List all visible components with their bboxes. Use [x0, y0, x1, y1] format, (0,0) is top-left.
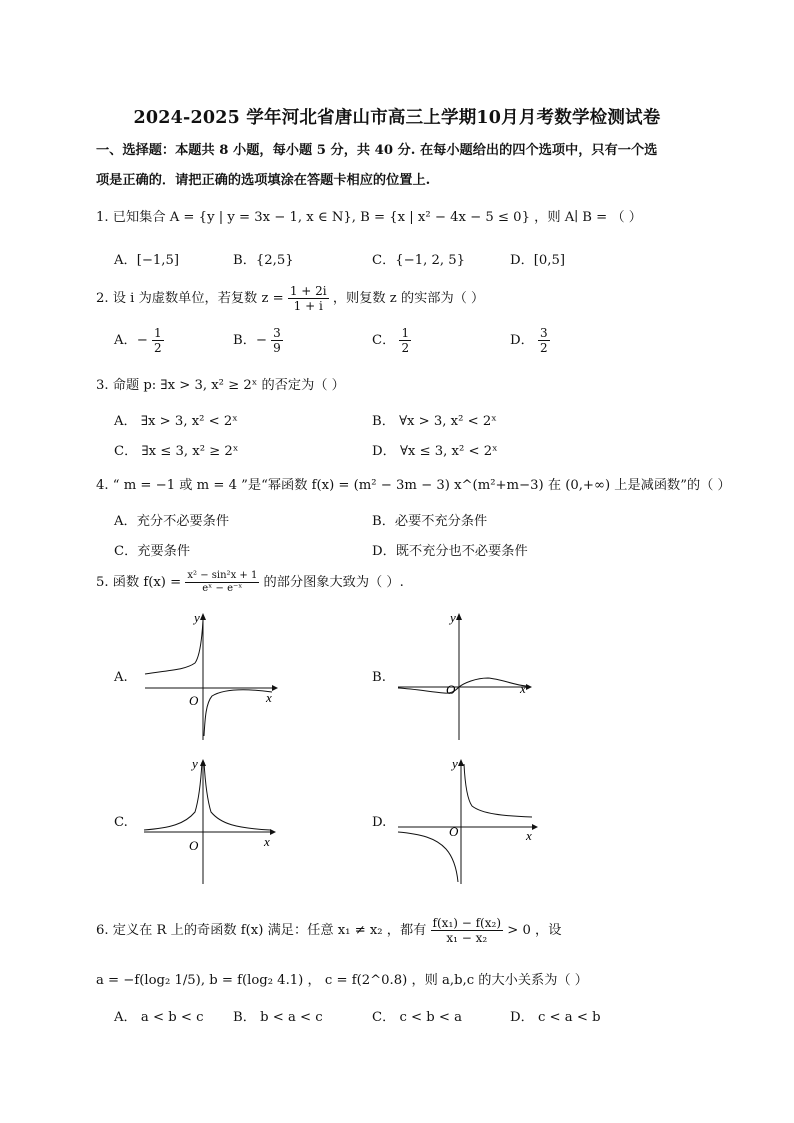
q2-option-c-label: C．: [372, 333, 396, 348]
q3-option-d: D． ∀x ≤ 3, x² < 2ˣ: [372, 444, 498, 459]
q4-option-b: B．必要不充分条件: [372, 514, 488, 529]
graph-a-y-arrow: [200, 613, 206, 620]
q2-option-b-sign: −: [255, 333, 267, 348]
q1-option-c: C．{−1, 2, 5}: [372, 253, 466, 268]
q2-option-c-num: 1: [401, 326, 410, 340]
graph-a-y-label: y: [194, 610, 200, 625]
graph-d-y-arrow: [458, 759, 464, 766]
q2-option-b-den: 9: [273, 341, 281, 355]
graph-a-curve-right: [204, 690, 272, 736]
q2-option-d-num: 3: [539, 326, 548, 340]
question-6-line2: a = −f(log₂ 1/5), b = f(log₂ 4.1) ， c = f(2^0.8) ，则 a,b,c 的大小关系为（ ）: [96, 973, 588, 988]
q4-option-d: D．既不充分也不必要条件: [372, 544, 528, 559]
graph-c-y-label: y: [192, 756, 198, 771]
q6-option-d: D． c < a < b: [510, 1010, 601, 1025]
q1-option-d: D．[0,5]: [510, 253, 566, 268]
graph-b-y-arrow: [456, 613, 462, 620]
q2-option-a-frac: [152, 326, 164, 355]
question-2-stem: [96, 284, 484, 313]
q5-stem-post: 的部分图象大致为（ ）.: [263, 575, 404, 590]
section-heading-line1: 一、选择题：本题共 8 小题，每小题 5 分，共 40 分. 在每小题给出的四个选项中，只有一个选: [96, 143, 658, 158]
q6-fraction: [431, 916, 503, 945]
q2-option-a-num: 1: [153, 326, 162, 340]
graph-c: [140, 754, 280, 886]
graph-c-label: C.: [114, 815, 128, 830]
q1-option-a: A．[−1,5]: [114, 253, 180, 268]
graph-a-curve-left: [145, 620, 203, 674]
q3-option-b: B． ∀x > 3, x² < 2ˣ: [372, 414, 497, 429]
q2-option-a-sign: −: [136, 333, 148, 348]
q5-fraction-den: eˣ − e⁻ˣ: [202, 583, 243, 594]
q6-option-c: C． c < b < a: [372, 1010, 463, 1025]
q2-fraction-den: 1 + i: [293, 299, 323, 313]
graph-c-curve-left: [144, 762, 202, 830]
q4-option-c: C．充要条件: [114, 544, 191, 559]
q6-stem-post: > 0 ，设: [507, 923, 562, 938]
q2-stem-post: ，则复数 z 的实部为（ ）: [332, 291, 485, 306]
graph-d-label: D.: [372, 815, 387, 830]
graph-a-label: A.: [114, 670, 128, 685]
graph-a-x-label: x: [266, 690, 272, 705]
graph-d-origin: O: [449, 824, 459, 839]
q2-fraction: [288, 284, 329, 313]
graph-c-x-label: x: [264, 834, 270, 849]
q2-option-a: [114, 326, 164, 355]
graph-d-y-label: y: [452, 756, 458, 771]
q2-option-d-label: D．: [510, 333, 534, 348]
graph-d-x-arrow: [532, 824, 538, 830]
graph-c-origin: O: [189, 838, 199, 853]
graph-c-x-arrow: [270, 829, 276, 835]
q1-option-b: B．{2,5}: [233, 253, 294, 268]
q3-option-c: C． ∃x ≤ 3, x² ≥ 2ˣ: [114, 444, 239, 459]
graph-d-curve-right: [464, 764, 532, 817]
q5-fraction-num: x² − sin²x + 1: [187, 570, 258, 581]
q2-option-b-frac: [271, 326, 283, 355]
q2-stem-pre: 2. 设 i 为虚数单位，若复数 z =: [96, 291, 284, 306]
graph-b-curve: [398, 678, 526, 693]
question-1-stem: 1. 已知集合 A = {y | y = 3x − 1, x ∈ N}, B = {x | x² − 4x − 5 ≤ 0} ，则 A∣ B = （ ）: [96, 210, 642, 225]
graph-b-label: B.: [372, 670, 386, 685]
q6-fraction-den: x₁ − x₂: [446, 931, 488, 945]
graph-d-x-label: x: [526, 828, 532, 843]
q6-stem-pre: 6. 定义在 R 上的奇函数 f(x) 满足：任意 x₁ ≠ x₂ ，都有: [96, 923, 427, 938]
q2-option-b-label: B．: [233, 333, 256, 348]
graph-d: [396, 754, 542, 886]
question-6-stem: [96, 916, 561, 945]
q3-option-a: A． ∃x > 3, x² < 2ˣ: [114, 414, 238, 429]
graph-a-x-arrow: [272, 685, 278, 691]
q2-option-a-den: 2: [153, 341, 162, 355]
q2-option-c-frac: [399, 326, 411, 355]
graph-b-origin: O: [446, 682, 456, 697]
graph-b-x-arrow: [526, 684, 532, 690]
q2-option-d-frac: [538, 326, 550, 355]
q6-fraction-num: f(x₁) − f(x₂): [432, 916, 501, 930]
q2-option-d: [510, 326, 550, 355]
q2-option-c: [372, 326, 411, 355]
graph-a-origin: O: [189, 693, 199, 708]
q2-option-a-label: A．: [114, 333, 137, 348]
page-title: 2024-2025 学年河北省唐山市高三上学期10月月考数学检测试卷: [133, 108, 661, 128]
graph-b: [396, 608, 536, 743]
graph-c-curve-right: [204, 762, 270, 830]
question-4-stem: 4. “ m = −1 或 m = 4 ”是“幂函数 f(x) = (m² − 3m − 3) x^(m²+m−3) 在 (0,+∞) 上是减函数”的（ ）: [96, 478, 731, 493]
q2-option-b-num: 3: [273, 326, 281, 340]
q2-option-c-den: 2: [401, 341, 410, 355]
graph-c-y-arrow: [200, 759, 206, 766]
graph-b-x-label: x: [520, 681, 526, 696]
q4-option-a: A．充分不必要条件: [114, 514, 230, 529]
q6-option-b: B． b < a < c: [233, 1010, 323, 1025]
q2-fraction-num: 1 + 2i: [289, 284, 327, 298]
q6-option-a: A． a < b < c: [114, 1010, 204, 1025]
q2-option-d-den: 2: [539, 341, 548, 355]
q2-option-b: [233, 326, 283, 355]
q5-stem-pre: 5. 函数 f(x) =: [96, 575, 182, 590]
question-3-stem: 3. 命题 p: ∃x > 3, x² ≥ 2ˣ 的否定为（ ）: [96, 378, 345, 393]
graph-b-y-label: y: [450, 610, 456, 625]
graph-a: [140, 608, 280, 743]
q5-fraction: [185, 570, 259, 595]
graph-d-curve-left: [398, 832, 458, 882]
question-5-stem: [96, 570, 404, 595]
section-heading-line2: 项是正确的．请把正确的选项填涂在答题卡相应的位置上.: [96, 173, 431, 188]
